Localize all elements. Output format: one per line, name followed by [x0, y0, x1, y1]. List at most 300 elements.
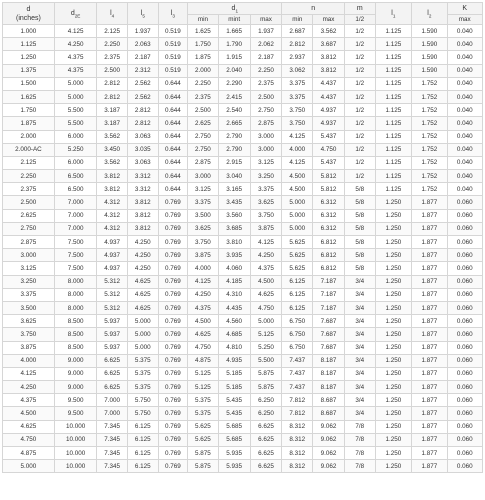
table-cell: 5.435 — [218, 407, 250, 420]
table-cell: 2.875 — [3, 236, 55, 249]
table-cell: 7.500 — [54, 262, 96, 275]
table-row — [3, 236, 483, 249]
header-d — [3, 3, 55, 25]
table-cell: 0.644 — [158, 143, 187, 156]
table-cell: 0.040 — [447, 90, 482, 103]
table-cell: 0.769 — [158, 288, 187, 301]
table-cell: 7.437 — [282, 354, 313, 367]
table-cell: 3.625 — [250, 196, 282, 209]
table-cell: 1/2 — [344, 143, 375, 156]
header-m-sub: 1/2 — [344, 15, 375, 25]
table-cell: 10.000 — [54, 447, 96, 460]
table-cell: 3.875 — [3, 341, 55, 354]
table-row — [3, 25, 483, 38]
header-d1-mint: mint — [218, 15, 250, 25]
table-cell: 4.000 — [3, 354, 55, 367]
table-cell: 1.877 — [412, 275, 447, 288]
table-cell: 6.812 — [313, 249, 345, 262]
table-cell: 1.937 — [127, 25, 158, 38]
table-cell: 0.519 — [158, 38, 187, 51]
table-cell: 4.375 — [54, 51, 96, 64]
table-cell: 4.125 — [3, 367, 55, 380]
header-d1: $d_1$ — [188, 3, 282, 15]
table-cell: 3.375 — [282, 90, 313, 103]
table-cell: 7/8 — [344, 460, 375, 473]
table-cell: 1.590 — [412, 51, 447, 64]
table-cell: 5.185 — [218, 381, 250, 394]
table-cell: 6.500 — [54, 170, 96, 183]
table-cell: 1.250 — [375, 460, 412, 473]
table-cell: 5.000 — [250, 315, 282, 328]
table-cell: 9.062 — [313, 420, 345, 433]
table-cell: 4.625 — [188, 328, 219, 341]
table-cell: 7/8 — [344, 420, 375, 433]
table-cell: 5.000 — [127, 315, 158, 328]
header-l5: $l_5$ — [127, 3, 158, 25]
header-n-min: min — [282, 15, 313, 25]
table-cell: 1.752 — [412, 170, 447, 183]
table-cell: 2.812 — [127, 104, 158, 117]
table-cell: 1.250 — [375, 315, 412, 328]
table-cell: 3/4 — [344, 354, 375, 367]
table-row — [3, 209, 483, 222]
table-cell: 0.769 — [158, 315, 187, 328]
table-cell: 0.040 — [447, 183, 482, 196]
table-cell: 0.519 — [158, 64, 187, 77]
header-d2e: $d_{2E}$ — [54, 3, 96, 25]
table-cell: 3.562 — [97, 130, 128, 143]
table-cell: 0.769 — [158, 209, 187, 222]
table-cell: 3.450 — [97, 143, 128, 156]
table-cell: 5.250 — [54, 143, 96, 156]
table-cell: 1.877 — [412, 249, 447, 262]
table-cell: 5.750 — [127, 407, 158, 420]
table-cell: 4.500 — [282, 170, 313, 183]
table-cell: 4.125 — [250, 236, 282, 249]
table-row — [3, 156, 483, 169]
table-row — [3, 275, 483, 288]
table-cell: 1.000 — [3, 25, 55, 38]
table-cell: 4.685 — [218, 328, 250, 341]
table-cell: 0.769 — [158, 275, 187, 288]
table-cell: 0.769 — [158, 328, 187, 341]
table-cell: 1.125 — [375, 90, 412, 103]
table-cell: 5/8 — [344, 249, 375, 262]
table-cell: 5.312 — [97, 275, 128, 288]
table-cell: 4.375 — [250, 262, 282, 275]
table-cell: 1.500 — [3, 77, 55, 90]
table-cell: 5.500 — [54, 117, 96, 130]
table-cell: 1.125 — [375, 170, 412, 183]
header-k-max: max — [447, 15, 482, 25]
table-cell: 0.060 — [447, 288, 482, 301]
table-cell: 3.812 — [127, 222, 158, 235]
table-cell: 4.250 — [3, 381, 55, 394]
table-cell: 2.250 — [188, 77, 219, 90]
table-cell: 4.125 — [188, 275, 219, 288]
table-cell: 0.644 — [158, 104, 187, 117]
table-cell: 3.000 — [250, 130, 282, 143]
table-cell: 3.625 — [3, 315, 55, 328]
table-cell: 2.290 — [218, 77, 250, 90]
table-cell: 2.063 — [127, 38, 158, 51]
table-cell: 0.769 — [158, 394, 187, 407]
table-cell: 3/4 — [344, 394, 375, 407]
table-cell: 1.125 — [375, 38, 412, 51]
table-cell: 1.125 — [375, 156, 412, 169]
table-cell: 6.125 — [127, 447, 158, 460]
table-cell: 0.060 — [447, 367, 482, 380]
table-cell: 3.000 — [3, 249, 55, 262]
table-cell: 4.625 — [3, 420, 55, 433]
table-cell: 2.250 — [250, 64, 282, 77]
table-cell: 6.750 — [282, 328, 313, 341]
table-cell: 3.375 — [250, 183, 282, 196]
table-cell: 5.312 — [97, 301, 128, 314]
table-cell: 3.562 — [313, 25, 345, 38]
table-cell: 4.312 — [97, 222, 128, 235]
table-cell: 1.877 — [412, 460, 447, 473]
table-cell: 3.875 — [188, 249, 219, 262]
table-cell: 4.312 — [97, 209, 128, 222]
table-cell: 4.000 — [188, 262, 219, 275]
table-cell: 0.769 — [158, 341, 187, 354]
table-row — [3, 460, 483, 473]
table-cell: 3/4 — [344, 341, 375, 354]
table-cell: 1.125 — [375, 25, 412, 38]
table-cell: 7.500 — [54, 249, 96, 262]
table-cell: 5.375 — [127, 354, 158, 367]
table-cell: 3.500 — [188, 209, 219, 222]
table-row — [3, 170, 483, 183]
table-cell: 2.375 — [3, 183, 55, 196]
table-cell: 1.125 — [375, 130, 412, 143]
table-cell: 2.665 — [218, 117, 250, 130]
table-cell: 1.250 — [375, 447, 412, 460]
table-cell: 3.375 — [3, 288, 55, 301]
table-cell: 2.000 — [3, 130, 55, 143]
table-cell: 1.250 — [375, 407, 412, 420]
table-cell: 0.644 — [158, 183, 187, 196]
table-cell: 3.125 — [188, 183, 219, 196]
table-cell: 1.665 — [218, 25, 250, 38]
table-cell: 0.040 — [447, 170, 482, 183]
table-cell: 7.000 — [54, 222, 96, 235]
table-cell: 0.060 — [447, 407, 482, 420]
table-cell: 5.375 — [188, 394, 219, 407]
table-cell: 1.937 — [250, 25, 282, 38]
table-cell: 2.500 — [188, 104, 219, 117]
table-cell: 4.935 — [218, 354, 250, 367]
table-cell: 7.000 — [97, 407, 128, 420]
table-cell: 8.312 — [282, 460, 313, 473]
table-cell: 5.125 — [188, 381, 219, 394]
table-cell: 5.437 — [313, 156, 345, 169]
table-cell: 3.685 — [218, 222, 250, 235]
table-cell: 4.875 — [3, 447, 55, 460]
header-d-unit: (inches) — [15, 14, 41, 22]
table-cell: 5.625 — [282, 236, 313, 249]
table-cell: 3.687 — [313, 38, 345, 51]
table-cell: 9.000 — [54, 381, 96, 394]
table-cell: 2.812 — [97, 90, 128, 103]
table-row — [3, 222, 483, 235]
table-cell: 0.060 — [447, 315, 482, 328]
table-cell: 9.000 — [54, 367, 96, 380]
table-cell: 1/2 — [344, 25, 375, 38]
table-cell: 0.769 — [158, 460, 187, 473]
table-cell: 7.187 — [313, 301, 345, 314]
table-cell: 0.769 — [158, 367, 187, 380]
table-cell: 1.125 — [375, 77, 412, 90]
table-cell: 6.250 — [250, 394, 282, 407]
table-cell: 6.125 — [127, 420, 158, 433]
table-cell: 0.060 — [447, 433, 482, 446]
table-cell: 5.000 — [127, 328, 158, 341]
table-cell: 1/2 — [344, 64, 375, 77]
table-cell: 3.000 — [250, 143, 282, 156]
spec-table-container — [2, 2, 483, 473]
table-cell: 1.877 — [412, 222, 447, 235]
table-cell: 4.250 — [127, 249, 158, 262]
table-cell: 4.125 — [282, 156, 313, 169]
table-cell: 0.040 — [447, 77, 482, 90]
table-cell: 1.750 — [188, 38, 219, 51]
table-cell: 5.500 — [54, 104, 96, 117]
table-cell: 2.915 — [218, 156, 250, 169]
table-cell: 4.437 — [313, 77, 345, 90]
table-cell: 5.375 — [127, 367, 158, 380]
table-cell: 8.500 — [54, 341, 96, 354]
table-cell: 4.500 — [3, 407, 55, 420]
table-cell: 5.937 — [97, 315, 128, 328]
table-cell: 4.937 — [97, 249, 128, 262]
table-cell: 2.812 — [127, 117, 158, 130]
table-cell: 1.250 — [375, 394, 412, 407]
table-row — [3, 249, 483, 262]
table-cell: 5.625 — [188, 420, 219, 433]
table-cell: 1.250 — [375, 301, 412, 314]
table-cell: 7.000 — [97, 394, 128, 407]
table-cell: 1.877 — [412, 341, 447, 354]
table-cell: 1/2 — [344, 51, 375, 64]
table-row — [3, 420, 483, 433]
table-cell: 1.250 — [375, 249, 412, 262]
table-row — [3, 367, 483, 380]
table-cell: 5.000 — [54, 90, 96, 103]
table-cell: 0.040 — [447, 38, 482, 51]
table-cell: 5.685 — [218, 433, 250, 446]
table-row — [3, 51, 483, 64]
table-cell: 0.040 — [447, 25, 482, 38]
table-cell: 2.812 — [282, 38, 313, 51]
table-cell: 5.000 — [54, 77, 96, 90]
table-cell: 6.625 — [250, 460, 282, 473]
table-cell: 9.062 — [313, 460, 345, 473]
table-cell: 7.812 — [282, 407, 313, 420]
table-row — [3, 315, 483, 328]
table-cell: 0.040 — [447, 130, 482, 143]
table-row — [3, 143, 483, 156]
table-cell: 2.250 — [3, 170, 55, 183]
table-cell: 2.625 — [3, 209, 55, 222]
table-cell: 0.060 — [447, 196, 482, 209]
table-cell: 8.187 — [313, 354, 345, 367]
table-cell: 0.769 — [158, 407, 187, 420]
table-cell: 1.877 — [412, 301, 447, 314]
table-row — [3, 341, 483, 354]
table-cell: 8.000 — [54, 275, 96, 288]
table-cell: 5.125 — [188, 367, 219, 380]
table-cell: 0.769 — [158, 222, 187, 235]
header-d-symbol: d — [26, 5, 31, 13]
table-cell: 4.250 — [54, 38, 96, 51]
table-cell: 1.590 — [412, 25, 447, 38]
table-cell: 4.060 — [218, 262, 250, 275]
table-cell: 6.312 — [313, 222, 345, 235]
table-cell: 3.250 — [250, 170, 282, 183]
table-cell: 3.125 — [3, 262, 55, 275]
table-cell: 5.935 — [218, 447, 250, 460]
table-cell: 3.812 — [97, 183, 128, 196]
table-cell: 0.040 — [447, 143, 482, 156]
table-cell: 3.935 — [218, 249, 250, 262]
table-cell: 5.625 — [282, 249, 313, 262]
table-cell: 1.125 — [3, 38, 55, 51]
table-cell: 3.000 — [188, 170, 219, 183]
table-cell: 5.375 — [127, 381, 158, 394]
table-cell: 2.062 — [250, 38, 282, 51]
header-d1-min: min — [188, 15, 219, 25]
header-l1: $l_1$ — [375, 3, 412, 25]
table-cell: 6.312 — [313, 209, 345, 222]
table-cell: 7.437 — [282, 367, 313, 380]
table-cell: 0.769 — [158, 301, 187, 314]
table-cell: 0.040 — [447, 104, 482, 117]
table-cell: 5.500 — [250, 354, 282, 367]
table-cell: 4.810 — [218, 341, 250, 354]
table-cell: 3.810 — [218, 236, 250, 249]
table-cell: 7.345 — [97, 447, 128, 460]
table-cell: 6.125 — [127, 460, 158, 473]
table-cell: 1.125 — [375, 183, 412, 196]
table-cell: 0.060 — [447, 447, 482, 460]
table-cell: 1.750 — [3, 104, 55, 117]
table-cell: 2.750 — [188, 143, 219, 156]
table-header — [3, 3, 483, 25]
table-cell: 0.040 — [447, 64, 482, 77]
header-l2: $l_2$ — [412, 3, 447, 25]
table-cell: 5/8 — [344, 222, 375, 235]
header-l4: $l_4$ — [97, 3, 128, 25]
table-cell: 3.560 — [218, 209, 250, 222]
table-cell: 3.187 — [97, 104, 128, 117]
header-d1-max: max — [250, 15, 282, 25]
table-cell: 0.644 — [158, 90, 187, 103]
table-cell: 6.625 — [97, 354, 128, 367]
table-cell: 1/2 — [344, 156, 375, 169]
table-cell: 4.310 — [218, 288, 250, 301]
table-cell: 2.500 — [3, 196, 55, 209]
table-cell: 0.644 — [158, 117, 187, 130]
table-cell: 3.250 — [3, 275, 55, 288]
table-cell: 1.250 — [3, 51, 55, 64]
table-cell: 7.187 — [313, 288, 345, 301]
table-cell: 3.063 — [127, 130, 158, 143]
table-cell: 4.625 — [250, 288, 282, 301]
table-cell: 3.750 — [282, 104, 313, 117]
table-cell: 0.040 — [447, 51, 482, 64]
table-cell: 5.875 — [250, 381, 282, 394]
table-cell: 10.000 — [54, 420, 96, 433]
table-cell: 2.875 — [250, 117, 282, 130]
table-cell: 5.000 — [282, 209, 313, 222]
table-cell: 4.500 — [282, 183, 313, 196]
table-cell: 3.812 — [127, 196, 158, 209]
table-cell: 6.125 — [282, 301, 313, 314]
table-cell: 3.750 — [250, 209, 282, 222]
table-cell: 4.750 — [313, 143, 345, 156]
table-cell: 1.752 — [412, 90, 447, 103]
table-cell: 2.875 — [188, 156, 219, 169]
table-cell: 3.375 — [282, 77, 313, 90]
dimension-table — [2, 2, 483, 473]
table-cell: 7.687 — [313, 315, 345, 328]
table-cell: 7.000 — [54, 209, 96, 222]
table-cell: 7.345 — [97, 460, 128, 473]
table-cell: 7.500 — [54, 236, 96, 249]
table-cell: 6.000 — [54, 156, 96, 169]
table-cell: 8.312 — [282, 447, 313, 460]
table-cell: 4.750 — [250, 301, 282, 314]
table-cell: 3.500 — [3, 301, 55, 314]
table-cell: 3.062 — [282, 64, 313, 77]
table-cell: 5.000 — [3, 460, 55, 473]
table-cell: 1/2 — [344, 38, 375, 51]
table-cell: 5.435 — [218, 394, 250, 407]
table-cell: 0.060 — [447, 301, 482, 314]
table-cell: 6.625 — [97, 381, 128, 394]
table-cell: 4.125 — [282, 130, 313, 143]
table-cell: 2.375 — [97, 51, 128, 64]
table-cell: 2.750 — [250, 104, 282, 117]
table-cell: 1.877 — [412, 196, 447, 209]
table-cell: 1.125 — [375, 143, 412, 156]
table-cell: 6.625 — [250, 447, 282, 460]
table-cell: 1.250 — [375, 354, 412, 367]
table-cell: 1.875 — [188, 51, 219, 64]
header-l3: $l_3$ — [158, 3, 187, 25]
table-cell: 1.250 — [375, 209, 412, 222]
table-cell: 2.000 — [188, 64, 219, 77]
table-cell: 1.877 — [412, 328, 447, 341]
table-cell: 4.437 — [313, 90, 345, 103]
table-cell: 3.750 — [188, 236, 219, 249]
table-cell: 5/8 — [344, 262, 375, 275]
table-cell: 9.062 — [313, 447, 345, 460]
table-row — [3, 183, 483, 196]
table-cell: 7.687 — [313, 341, 345, 354]
table-cell: 2.687 — [282, 25, 313, 38]
table-cell: 5.185 — [218, 367, 250, 380]
table-cell: 2.790 — [218, 130, 250, 143]
table-cell: 0.769 — [158, 236, 187, 249]
table-cell: 6.812 — [313, 262, 345, 275]
table-cell: 4.750 — [188, 341, 219, 354]
table-cell: 2.040 — [218, 64, 250, 77]
table-cell: 1/2 — [344, 90, 375, 103]
header-m: m — [344, 3, 375, 15]
